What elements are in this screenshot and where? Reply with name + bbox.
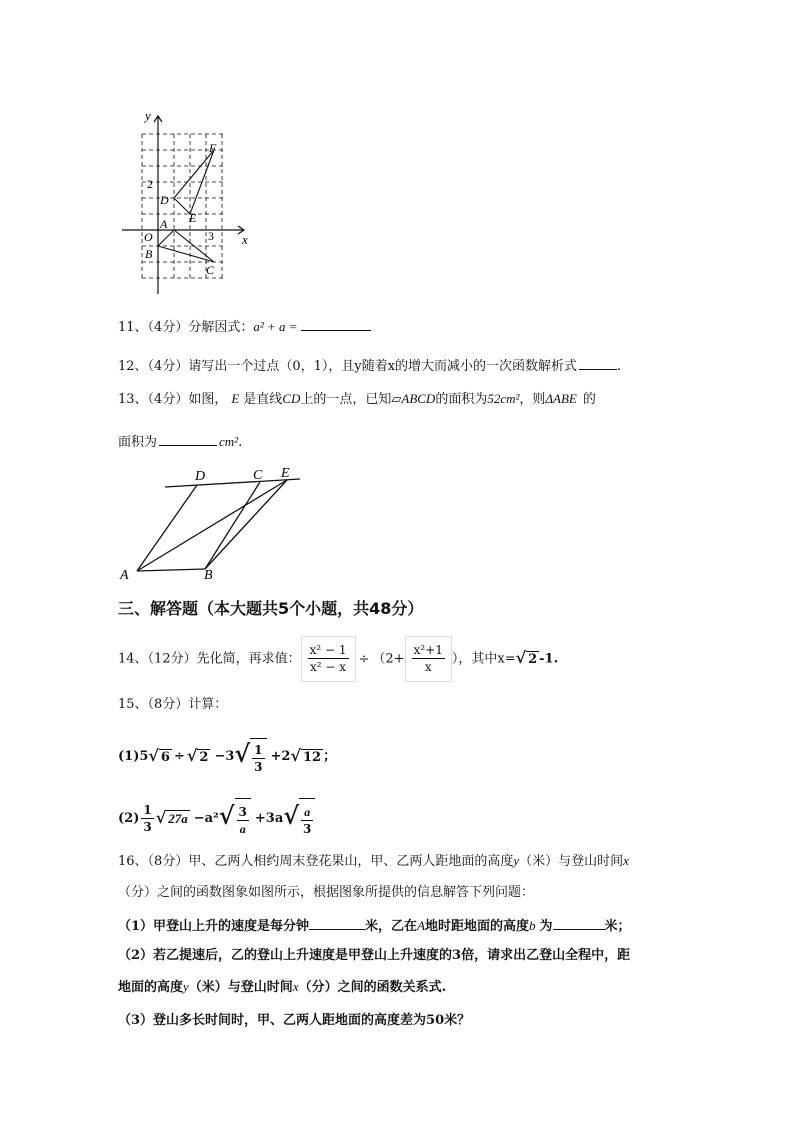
q15-p2-sqrt-27a-content: 27a [168, 810, 188, 826]
q12-text: 12、（4分）请写出一个过点（0，1），且y随着x的增大而减小的一次函数解析式 [118, 359, 578, 374]
q13-part-a: 13、（4分）如图， [118, 392, 228, 407]
q15-p1-divide: ÷ [173, 749, 185, 764]
q15-p1-sqrt-2-content: 2 [199, 749, 209, 765]
q15-p1-sqrt-6: √ 6 [148, 745, 170, 765]
q14-sqrt-content: 2 [528, 652, 538, 667]
tick-2: 2 [147, 177, 153, 191]
q15-p2-sqrt-frac-2: √ $\frac{3}{a}$ [219, 794, 251, 843]
q13-line2-text: 面积为 [118, 435, 158, 450]
question-14 [118, 636, 558, 682]
q14-fraction-2 [405, 636, 452, 682]
fig2-point-A: A [120, 568, 129, 583]
q15-p1-coef: (1)5 [118, 749, 149, 764]
q15-p1-frac-den: 3 [254, 760, 263, 774]
q14-f2-denominator: x [424, 660, 432, 674]
coordinate-grid-figure [118, 104, 268, 299]
q15-p1-sqrt-2: √ 2 [186, 745, 209, 765]
question-16-line3 [118, 916, 631, 936]
q13-parallelogram: ▱ABCD [391, 391, 436, 406]
q16-l1-b: （米）与登山时间 [519, 854, 624, 869]
q16-l3-a: （1）甲登山上升的速度是每分钟 [118, 919, 310, 934]
q15-p2-frac-3-num: a [301, 804, 313, 821]
fig2-point-D: D [195, 469, 206, 484]
point-F: F [209, 141, 217, 155]
parallelogram-figure [115, 463, 315, 583]
tick-3: 3 [208, 229, 214, 243]
q16-l3-e: 米； [604, 919, 631, 934]
q16-l5-a: 地面的高度 [118, 980, 184, 995]
q15-p1-plus2: +2 [270, 749, 291, 764]
q14-tail: -1. [539, 651, 559, 667]
fig2-point-E: E [281, 466, 290, 481]
point-D: D [160, 193, 169, 207]
q15-p2-frac-2-num: 3 [238, 805, 247, 819]
point-O: O [144, 230, 153, 244]
q16-point-A: A [417, 918, 426, 933]
q14-sqrt: √ 2 [515, 648, 538, 667]
q13-part-b: 是直线 [243, 392, 283, 407]
q13-area: 52cm² [487, 391, 520, 406]
q15-p1-frac-num: 1 [254, 743, 263, 757]
question-13-line2 [118, 432, 242, 452]
q15-p2-frac-2-den: a [239, 822, 246, 836]
q14-f1-denominator: x² − x [310, 660, 347, 674]
q15-p2-sqrt-frac-3: √ $\frac{a}{3}$ [283, 794, 315, 843]
q14-f2-numerator: x²+1 [413, 643, 443, 657]
question-15 [118, 696, 227, 714]
question-16-line5 [118, 978, 446, 997]
q14-paren-open: （2+ [372, 651, 405, 667]
q16-l2: （分）之间的函数图象如图所示，根据图象所提供的信息解答下列问题： [118, 885, 535, 900]
q13-triangle: ΔABE [545, 391, 577, 406]
q14-prefix: 14、（12分）先化简，再求值： [118, 651, 301, 667]
q16-l3-c: 地时距地面的高度 [425, 919, 530, 934]
point-E: E [189, 211, 197, 225]
q13-end: . [238, 435, 243, 450]
q15-p1-sqrt-12: √ 12 [290, 745, 322, 765]
q15-p1-end: ； [323, 749, 337, 764]
q16-l3-d: 为 [539, 919, 553, 934]
point-C: C [206, 263, 215, 277]
q13-part-d: 的面积为 [435, 392, 488, 407]
q14-paren-close: ），其中x= [451, 651, 516, 667]
q16-l5-b: （米）与登山时间 [188, 980, 293, 995]
y-axis-label: y [145, 108, 151, 123]
q16-height-blank[interactable] [553, 916, 605, 930]
question-15-part-1 [118, 734, 336, 779]
q13-answer-blank[interactable] [159, 432, 217, 446]
question-12 [118, 356, 621, 376]
parallelogram-lines [137, 479, 300, 571]
question-16-line4 [118, 947, 630, 965]
section-3-title: 三、解答题（本大题共5个小题，共48分） [118, 599, 424, 618]
q16-l3-b: 米，乙在 [365, 919, 418, 934]
q16-l4: （2）若乙提速后，乙的登山上升速度是甲登山上升速度的3倍，请求出乙登山全程中，距 [118, 948, 631, 963]
axes [122, 116, 244, 294]
q11-answer-blank[interactable] [301, 317, 371, 331]
q15-prefix: 15、（8分）计算： [118, 697, 228, 712]
fig2-point-B: B [204, 568, 213, 583]
q15-p1-sqrt-6-content: 6 [160, 749, 170, 765]
q15-p2-frac-1 [141, 802, 153, 835]
question-16-line2 [118, 884, 534, 902]
q16-var-b: b [529, 918, 536, 933]
q15-p2-label: (2) [118, 811, 140, 826]
q13-part-c: 上的一点，已知 [300, 392, 392, 407]
q15-p1-sqrt-frac: √ $\frac{1}{3}$ [234, 734, 266, 779]
q14-divide: ÷ [358, 651, 370, 667]
q11-prefix: 11、（4分）分解因式： [118, 320, 254, 335]
q11-expr: a² + a = [253, 319, 298, 334]
question-13-line1 [118, 390, 596, 409]
q16-l6: （3）登山多长时间时，甲、乙两人距地面的高度差为50米？ [118, 1013, 471, 1028]
q12-end: . [617, 359, 622, 374]
q13-part-f: 的 [582, 392, 596, 407]
q16-speed-blank[interactable] [309, 916, 365, 930]
q15-p2-sqrt-27a: √ 27a [155, 807, 188, 827]
q15-p2-minus-a2: −a² [193, 811, 219, 826]
q16-var-y: y [513, 853, 520, 868]
question-16-line1 [118, 852, 629, 871]
q15-p2-frac-3-den: 3 [303, 822, 312, 836]
q13-unit: cm² [219, 434, 239, 449]
q16-l5-var-y: y [183, 979, 189, 994]
fig2-point-C: C [253, 468, 263, 483]
q16-var-x: x [623, 853, 629, 868]
q13-part-e: ，则 [519, 392, 546, 407]
x-axis-label: x [242, 232, 248, 247]
q15-p1-sqrt-12-content: 12 [303, 749, 322, 765]
question-15-part-2 [118, 794, 315, 843]
q16-l5-var-x: x [292, 979, 299, 994]
q16-l1-a: 16、（8分）甲、乙两人相约周末登花果山，甲、乙两人距地面的高度 [118, 854, 514, 869]
q12-answer-blank[interactable] [579, 356, 617, 370]
question-16-line6 [118, 1012, 470, 1030]
q15-p2-plus-3a: +3a [254, 811, 284, 826]
q15-p1-minus3: −3 [214, 749, 235, 764]
q13-point-E: E [231, 391, 240, 406]
point-B: B [145, 247, 153, 261]
q13-line-CD: CD [282, 391, 301, 406]
q16-l5-c: （分）之间的函数关系式. [298, 980, 447, 995]
q14-f1-numerator: x² − 1 [309, 643, 347, 657]
point-A: A [160, 217, 168, 231]
q15-p2-frac-1-num: 1 [143, 803, 152, 817]
question-11 [118, 317, 371, 337]
q14-fraction-1 [301, 636, 356, 682]
q15-p2-frac-1-den: 3 [143, 820, 152, 834]
